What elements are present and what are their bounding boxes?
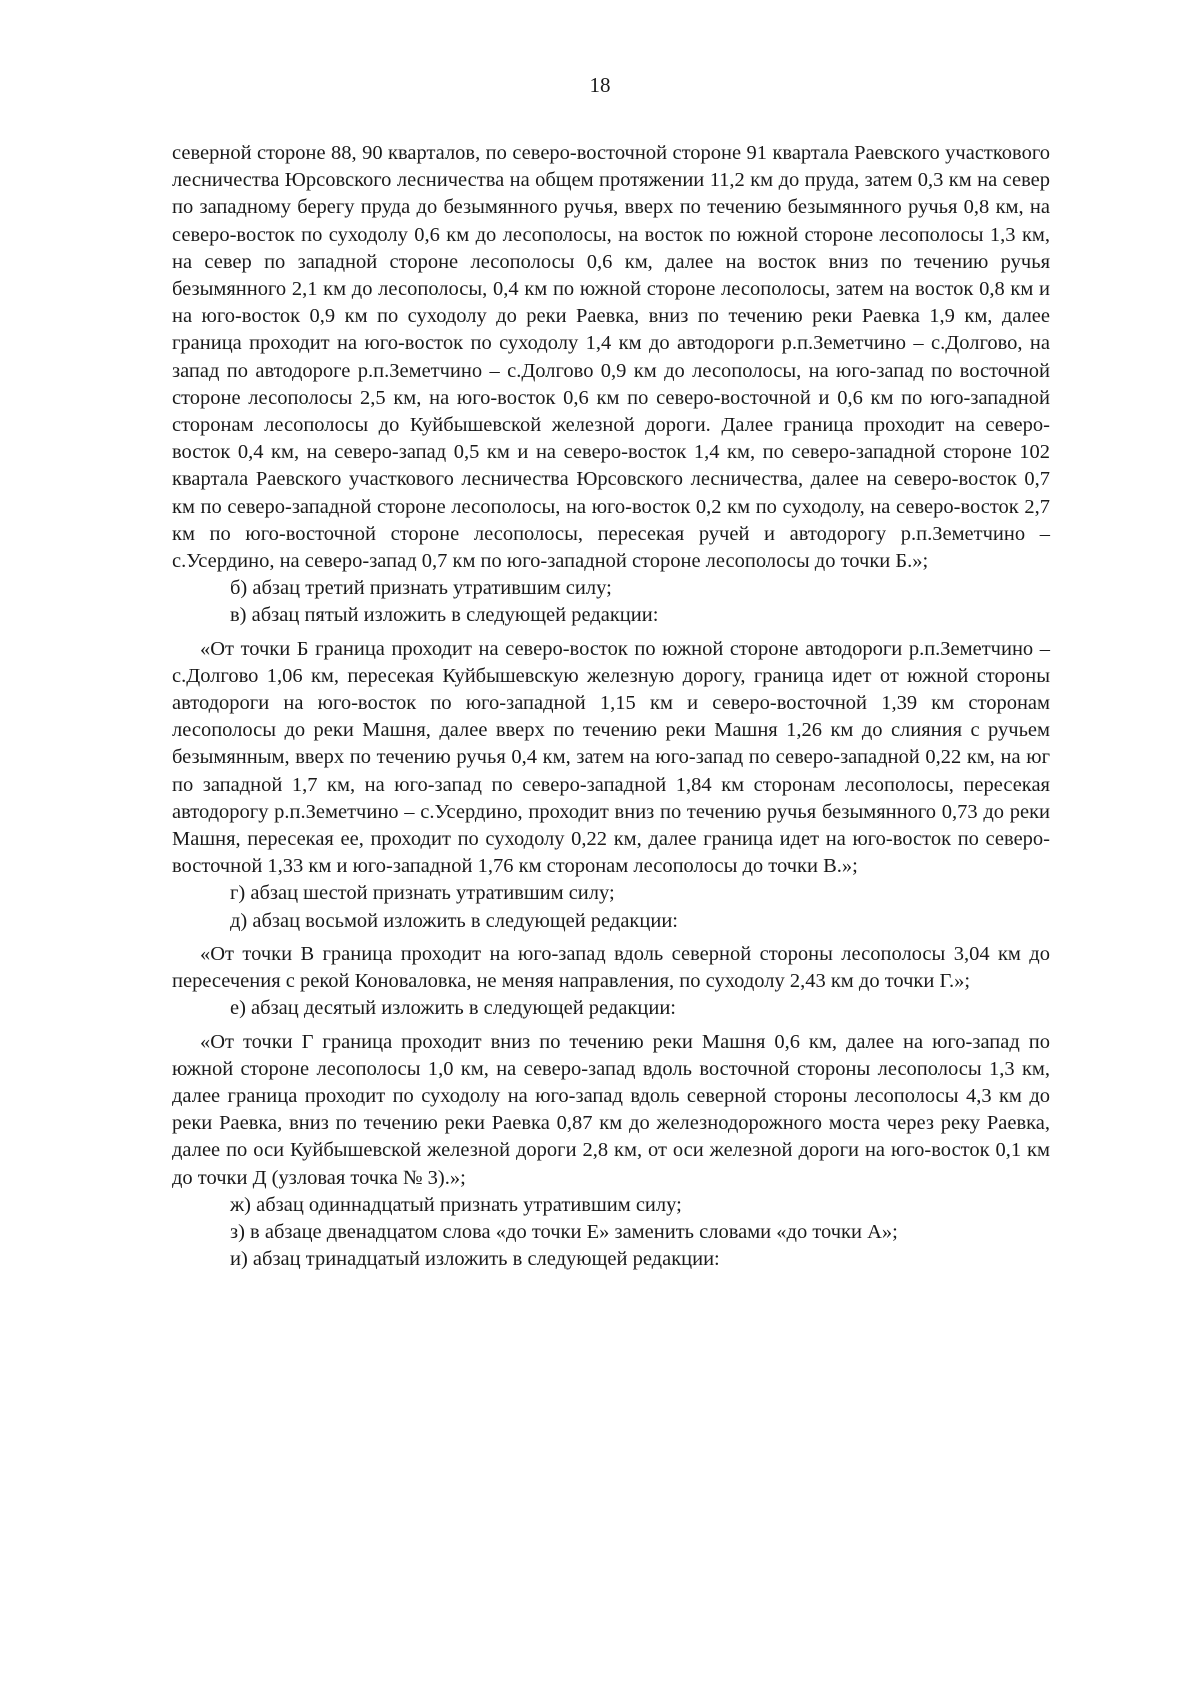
list-item-e: е) абзац десятый изложить в следующей редакции:	[230, 997, 676, 1020]
list-item-d: д) абзац восьмой изложить в следующей редакции:	[230, 909, 678, 932]
document-body	[172, 140, 1050, 1273]
list-item-v: в) абзац пятый изложить в следующей редакции:	[230, 604, 659, 627]
quoted-paragraph-point-b: «От точки Б граница проходит на северо-восток по южной стороне автодороги р.п.Земетчино – с.Долгово 1,06 км, пересекая Куйбышевскую железную дорогу, граница идет от южной стороны автодороги на юго-восток по юго-западной 1,15 км и северо-восточной 1,39 км сторонам лесополосы до реки Машня, далее вверх по течению реки Машня 1,26 км до слияния с ручьем безымянным, вверх по течению ручья 0,4 км, затем на юго-запад по северо-западной 0,22 км, на юг по западной 1,7 км, на юго-запад по северо-западной 1,84 км сторонам лесополосы, пересекая автодорогу р.п.Земетчино – с.Усердино, проходит вниз по течению ручья безымянного 0,73 до реки Машня, пересекая ее, проходит по суходолу 0,22 км, далее граница идет на юго-восток по северо-восточной 1,33 км и юго-западной 1,76 км сторонам лесополосы до точки В.»;	[172, 637, 1050, 878]
list-item-g: г) абзац шестой признать утратившим силу;	[230, 882, 615, 905]
paragraph-boundary-description-continued: северной стороне 88, 90 кварталов, по северо-восточной стороне 91 квартала Раевского участкового лесничества Юрсовского лесничества на общем протяжении 11,2 км до пруда, затем 0,3 км на север по западному берегу пруда до безымянного ручья, вверх по течению безымянного ручья 0,8 км, на северо-восток по суходолу 0,6 км до лесополосы, на восток по южной стороне лесополосы 1,3 км, на север по западной стороне лесополосы 0,6 км, далее на восток вниз по течению ручья безымянного 2,1 км до лесополосы, 0,4 км по южной стороне лесополосы, затем на восток 0,8 км и на юго-восток 0,9 км по суходолу до реки Раевка, вниз по течению реки Раевка 1,9 км, далее граница проходит на юго-восток по суходолу 1,4 км до автодороги р.п.Земетчино – с.Долгово, на запад по автодороге р.п.Земетчино – с.Долгово 0,9 км до лесополосы, на юго-запад по восточной стороне лесополосы 2,5 км, на юго-восток 0,6 км по северо-восточной и 0,6 км по юго-западной сторонам лесополосы до Куйбышевской железной дороги. Далее граница проходит на северо-восток 0,4 км, на северо-запад 0,5 км и на северо-восток 1,4 км, по северо-западной стороне 102 квартала Раевского участкового лесничества Юрсовского лесничества, далее на северо-восток 0,7 км по северо-западной стороне лесополосы, на юго-восток 0,2 км по суходолу, на северо-восток 2,7 км по юго-восточной стороне лесополосы, пересекая ручей и автодорогу р.п.Земетчино – с.Усердино, на северо-запад 0,7 км по юго-западной стороне лесополосы до точки Б.»;	[172, 142, 1050, 573]
page-number: 18	[589, 73, 611, 97]
list-item-i: и) абзац тринадцатый изложить в следующей редакции:	[230, 1248, 720, 1271]
list-item-b: б) абзац третий признать утратившим силу;	[230, 577, 612, 600]
list-item-zh: ж) абзац одиннадцатый признать утратившим силу;	[230, 1193, 682, 1216]
quoted-paragraph-point-g: «От точки Г граница проходит вниз по течению реки Машня 0,6 км, далее на юго-запад по южной стороне лесополосы 1,0 км, на северо-запад вдоль восточной стороны лесополосы 1,3 км, далее граница проходит по суходолу на юго-запад вдоль северной стороны лесополосы 4,3 км до реки Раевка, вниз по течению реки Раевка 0,87 км до железнодорожного моста через реку Раевка, далее по оси Куйбышевской железной дороги 2,8 км, от оси железной дороги на юго-восток 0,1 км до точки Д (узловая точка № 3).»;	[172, 1030, 1050, 1189]
list-item-z: з) в абзаце двенадцатом слова «до точки Е» заменить словами «до точки А»;	[230, 1220, 898, 1243]
quoted-paragraph-point-v: «От точки В граница проходит на юго-запад вдоль северной стороны лесополосы 3,04 км до пересечения с рекой Коноваловка, не меняя направления, по суходолу 2,43 км до точки Г.»;	[172, 942, 1050, 993]
